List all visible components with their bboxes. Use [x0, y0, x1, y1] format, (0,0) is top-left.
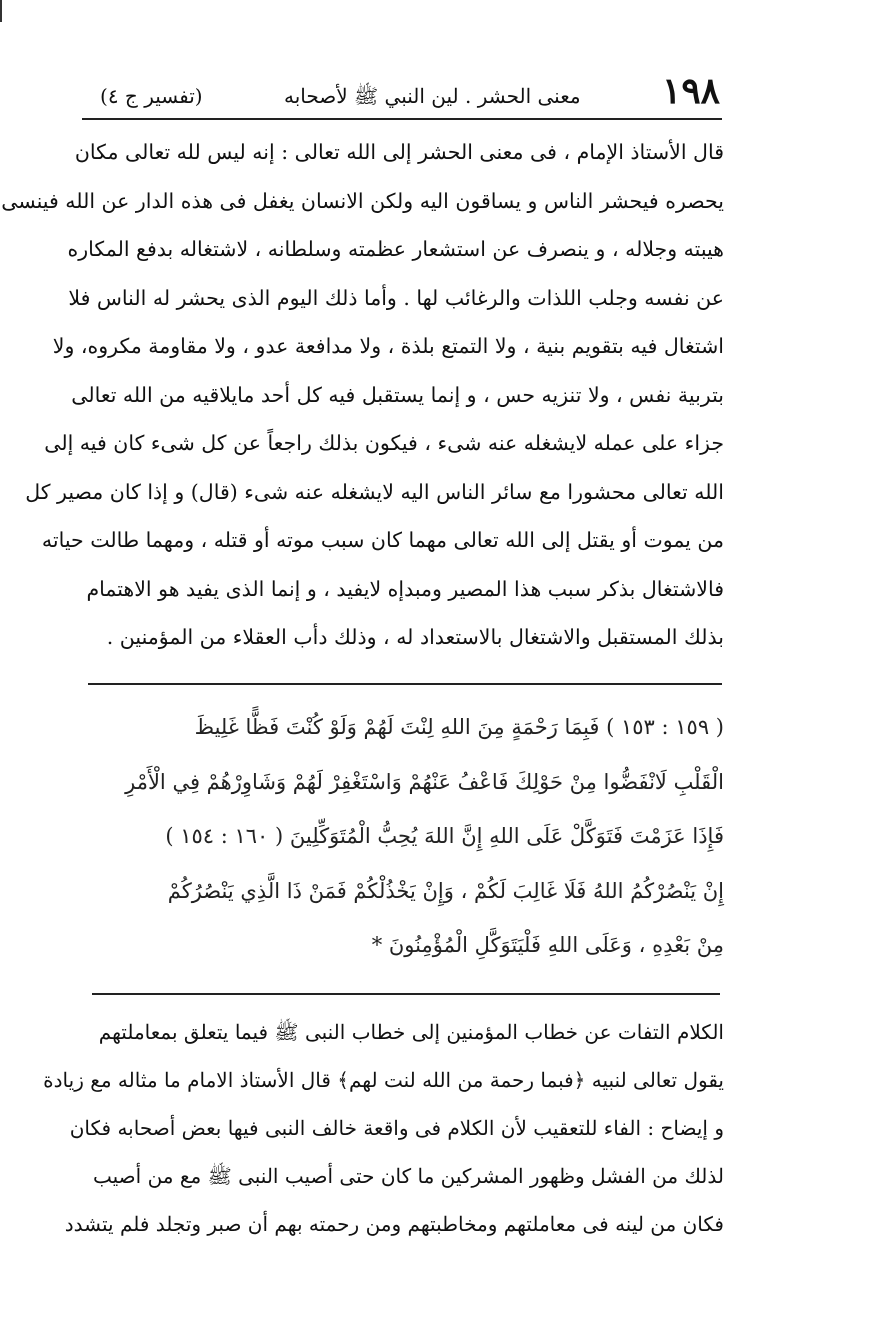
verse-line: ( ١٥٩ : ١٥٣ ) فَبِمَا رَحْمَةٍ مِنَ اللهِ لِنْتَ لَهُمْ وَلَوْ كُنْتَ فَظًّا غَلِيظَ — [194, 715, 724, 739]
section-rule-lower — [92, 993, 720, 995]
scan-edge-mark — [0, 0, 2, 22]
text-line: يحصره فيحشر الناس و يساقون اليه ولكن الانسان يغفل فى هذه الدار عن الله فينسى — [1, 188, 724, 213]
verse-line: إِنْ يَنْصُرْكُمُ اللهُ فَلَا غَالِبَ لَكُمْ ، وَإِنْ يَخْذُلْكُمْ فَمَنْ ذَا الَّذِي يَنْصُرُكُمْ — [167, 878, 724, 903]
text-line: فالاشتغال بذكر سبب هذا المصير ومبدإه لايفيد ، و إنما الذى يفيد هو الاهتمام — [86, 576, 724, 601]
quran-verses — [84, 700, 724, 973]
text-line: اشتغال فيه بتقويم بنية ، ولا التمتع بلذة ، ولا مدافعة عدو ، ولا مقاومة مكروه، ولا — [52, 334, 724, 358]
commentary-paragraph-2 — [43, 1008, 724, 1248]
verse-line: فَإِذَا عَزَمْتَ فَتَوَكَّلْ عَلَى اللهِ إِنَّ اللهَ يُحِبُّ الْمُتَوَكِّلِينَ ( ١٦٠ : ١٥٤ ) — [165, 824, 724, 848]
verse-line: مِنْ بَعْدِهِ ، وَعَلَى اللهِ فَلْيَتَوَكَّلِ الْمُؤْمِنُونَ * — [371, 933, 724, 957]
text-line: بذلك المستقبل والاشتغال بالاستعداد له ، وذلك دأب العقلاء من المؤمنين . — [106, 625, 724, 649]
text-line: فكان من لينه فى معاملتهم ومخاطبتهم ومن رحمته بهم أن صبر وتجلد فلم يتشدد — [64, 1212, 724, 1236]
text-line: لذلك من الفشل وظهور المشركين ما كان حتى أصيب النبى ﷺ مع من أصيب — [93, 1164, 724, 1188]
verse-line: الْقَلْبِ لَانْفَضُّوا مِنْ حَوْلِكَ فَاعْفُ عَنْهُمْ وَاسْتَغْفِرْ لَهُمْ وَشَاوِرْهُمْ فِي الْأَمْرِ — [125, 769, 724, 794]
text-line: يقول تعالى لنبيه ﴿فبما رحمة من الله لنت لهم﴾ قال الأستاذ الامام ما مثاله مع زيادة — [43, 1068, 724, 1092]
text-line: عن نفسه وجلب اللذات والرغائب لها . وأما ذلك اليوم الذى يحشر له الناس فلا — [68, 285, 724, 310]
text-line: قال الأستاذ الإمام ، فى معنى الحشر إلى الله تعالى : إنه ليس لله تعالى مكان — [74, 140, 724, 164]
page-header — [100, 70, 720, 110]
section-rule-upper — [88, 683, 722, 685]
text-line: بتربية نفس ، ولا تنزيه حس ، و إنما يستقبل فيه كل أحد مايلاقيه من الله تعالى — [71, 382, 724, 407]
running-title: معنى الحشر . لين النبي ﷺ لأصحابه — [283, 84, 581, 108]
header-rule — [82, 118, 722, 120]
text-line: الله تعالى محشورا مع سائر الناس اليه لايشغله عنه شىء (قال) و إذا كان مصير كل — [25, 479, 724, 504]
text-line: هيبته وجلاله ، و ينصرف عن استشعار عظمته وسلطانه ، لاشتغاله بدفع المكاره — [67, 237, 724, 261]
commentary-paragraph-1 — [1, 128, 724, 662]
text-line: من يموت أو يقتل إلى الله تعالى مهما كان سبب موته أو قتله ، ومهما طالت حياته — [41, 528, 724, 552]
volume-label: (تفسير ج ٤) — [100, 84, 203, 108]
text-line: الكلام التفات عن خطاب المؤمنين إلى خطاب النبى ﷺ فيما يتعلق بمعاملتهم — [98, 1020, 724, 1044]
page-number: ١٩٨ — [661, 70, 720, 112]
text-line: جزاء على عمله لايشغله عنه شىء ، فيكون بذلك راجعاً عن كل شىء كان فيه إلى — [44, 431, 724, 455]
text-line: و إيضاح : الفاء للتعقيب لأن الكلام فى واقعة خالف النبى فيها بعض أصحابه فكان — [69, 1116, 724, 1140]
